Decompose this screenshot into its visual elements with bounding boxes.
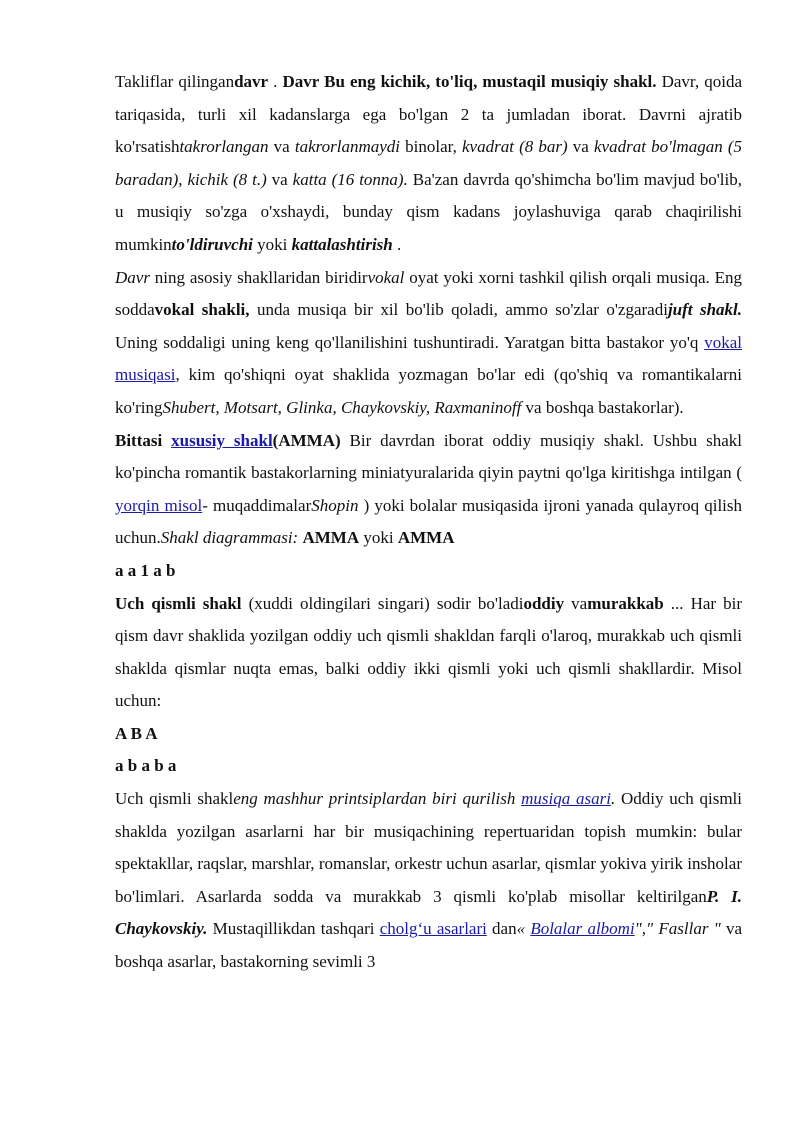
schema-line (115, 750, 742, 783)
bold-term: AMMA (397, 528, 455, 548)
text-run: . (392, 234, 402, 254)
italic-text: . (610, 789, 616, 809)
italic-text: « (516, 919, 531, 939)
italic-term: Davr (115, 267, 150, 287)
text-run: Davr, qoida tariqasida, turli xil kadanslarga ega bo'lgan 2 ta jumladan iborat. Davrni ajratib ko'rsatish (115, 72, 743, 157)
link-vokal-musiqasi[interactable]: vokal musiqasi (115, 332, 742, 385)
text-run: (xuddi oldingilari singari) sodir bo'ladi (241, 593, 524, 613)
text-run: Oddiy uch qismli shaklda yozilgan asarlarni har bir musiqachining repertuaridan topish mumkin: bular spektakllar, raqslar, marshlar, romanslar, orkestr uchun asarlar, qismlar yokiva yirik insholar bo'limlari. Asarlarda sodda va murakkab 3 qismli ko'plab misollar keltirilgan (115, 789, 742, 906)
italic-term: kvadrat (8 bar) (462, 137, 568, 157)
text-run: binolar, (400, 137, 463, 157)
bold-term: oddiy (523, 593, 565, 613)
text-run: va (268, 137, 295, 157)
bold-term: Bittasi (115, 430, 172, 450)
text-run: va (564, 593, 588, 613)
bold-italic-composer: P. I. Chaykovskiy. (115, 886, 742, 939)
paragraph-examples (115, 783, 742, 979)
italic-composers: Shubert, Motsart, Glinka, Chaykovskiy, Raxmaninoff (162, 397, 522, 417)
bold-italic-term: to'ldiruvchi (171, 234, 253, 254)
text-run: Uning soddaligi uning keng qo'llanilishini tushuntiradi. Yaratgan bitta bastakor yo'q (115, 332, 705, 352)
schema-text: a a 1 a b (115, 560, 176, 580)
text-run: - muqaddimalar (202, 495, 312, 515)
link-yorqin-misol[interactable]: yorqin misol (115, 495, 203, 515)
schema-text: A B A (115, 723, 158, 743)
paragraph-private-form (115, 425, 742, 555)
text-run: Mustaqillikdan tashqari (207, 919, 380, 939)
text-run: va (266, 169, 293, 189)
document-page (115, 66, 742, 979)
text-run: , kim qo'shiqni oyat shaklida yozmagan bo'lar edi (qo'shiq va romantikalarni ko'ring (115, 365, 742, 417)
link-musiqa-asari[interactable]: musiqa asari (521, 789, 611, 809)
link-bolalar-albomi[interactable]: Bolalar albomi (530, 919, 635, 939)
italic-term: takrorlanmaydi (294, 137, 401, 157)
text-run: yoki (359, 528, 398, 548)
text-run: Takliflar qilingan (115, 72, 235, 91)
link-xususiy-shakl[interactable]: xususiy shakl (171, 430, 273, 450)
link-cholgu-asarlari[interactable]: cholg‘u asarlari (379, 919, 487, 939)
paragraph-vocal-form (115, 262, 742, 425)
italic-term: Shopin (311, 495, 359, 515)
schema-text: a b a b a (115, 756, 177, 776)
paragraph-davr-definition (115, 66, 742, 262)
bold-term: davr (234, 72, 269, 91)
italic-text: eng mashhur printsiplardan biri qurilish (233, 789, 522, 809)
bold-definition: Davr Bu eng kichik, to'liq, mustaqil musiqiy shakl. (282, 72, 657, 91)
schema-line (115, 555, 742, 588)
text-run: unda musiqa bir xil bo'lib qoladi, ammo so'zlar o'zgaradi (249, 300, 668, 320)
bold-italic-term: juft shakl. (667, 300, 742, 320)
italic-term: vokal (367, 267, 405, 287)
text-run: Uch qismli shakl (115, 789, 234, 809)
italic-label: Shakl diagrammasi: (160, 528, 299, 548)
italic-text: "," Fasllar " (634, 919, 721, 939)
text-run: yoki (252, 234, 292, 254)
text-run: ... Har bir qism davr shaklida yozilgan oddiy uch qismli shakldan farqli o'laroq, murakkab uch qismli shaklda qismlar nuqta emas, balki oddiy ikki qismli yoki uch qismli shakllardir. Misol uchun: (115, 593, 742, 711)
text-run: va boshqa bastakorlar). (521, 397, 684, 417)
text-run: Bir davrdan iborat oddiy musiqiy shakl. Ushbu shakl ko'pincha romantik bastakorlarning miniatyuralarida qiyin paytni qo'lga kiritishga intilgan ( (115, 430, 742, 483)
text-run: dan (486, 919, 517, 939)
text-run: va boshqa asarlar, bastakorning sevimli 3 (115, 919, 743, 972)
text-run: ) yoki bolalar musiqasida ijroni yanada qulayroq qilish uchun. (115, 495, 742, 548)
text-run: . (268, 72, 283, 91)
text-run: ning asosiy shakllaridan biridir (149, 267, 368, 287)
schema-line (115, 718, 742, 751)
bold-term: (AMMA) (272, 430, 341, 450)
italic-term: kvadrat bo'lmagan (5 baradan), kichik (8 t.) (115, 137, 743, 189)
text-run: oyat yoki xorni tashkil qilish orqali musiqa. Eng sodda (115, 267, 742, 320)
bold-term: AMMA (302, 528, 360, 548)
bold-term: murakkab (587, 593, 664, 613)
italic-term: takrorlangan (179, 137, 269, 157)
italic-term: katta (16 tonna). (292, 169, 408, 189)
bold-term: Uch qismli shakl (115, 593, 242, 613)
paragraph-three-part-form (115, 588, 742, 718)
bold-term: vokal shakli, (154, 300, 250, 320)
text-run: va (567, 137, 594, 157)
bold-italic-term: kattalashtirish (291, 234, 393, 254)
text-run: Ba'zan davrda qo'shimcha bo'lim mavjud bo'lib, u musiqiy so'zga o'xshaydi, bunday qism kadans joylashuviga qarab chaqirilishi mumkin (115, 169, 742, 254)
